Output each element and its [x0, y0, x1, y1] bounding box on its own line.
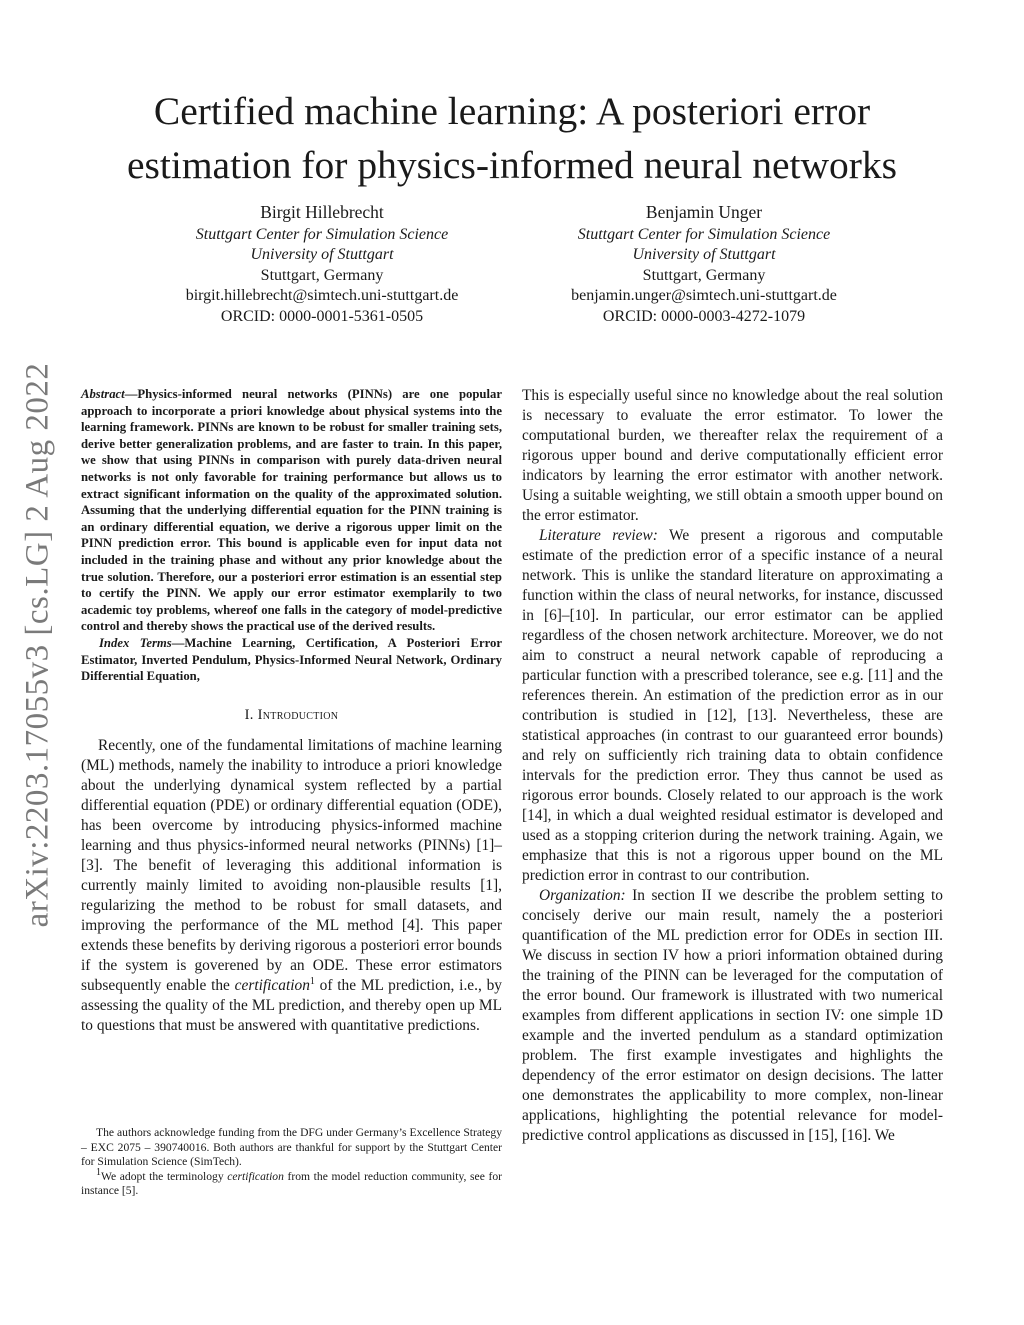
literature-review-paragraph: [522, 526, 943, 886]
author-affiliation: Stuttgart Center for Simulation Science: [577, 225, 831, 243]
author-block-2: [534, 202, 874, 328]
author-name: Benjamin Unger: [645, 202, 763, 222]
author-university: University of Stuttgart: [632, 246, 776, 264]
literature-review-text: We present a rigorous and computable estimate of the prediction error of a specific instance of a neural network. This is unlike the standard literature on approximating a function within the class of neural networks, for instance, discussed in [6]–[10]. In particular, our error estimator can be applied regardless of the chosen network architecture. Moreover, we do not aim to construct a neural network capable of reproducing a particular function with a prescribed tolerance, see e.g. [11] and the references therein. An estimation of the prediction error as in our contribution is studied in [12], [13]. Nevertheless, these are statistical approaches (in contrast to our guaranteed error bounds) and rely on sufficiently rich training data to obtain confidence intervals for the prediction error. They thus cannot be used as rigorous error bounds. Closely related to our approach is the work [14], in which a dual weighted residual estimator is developed and used as a stopping criterion during the network training. Again, we emphasize that this is not a rigorous upper bound on the ML prediction error in contrast to our contribution.: [522, 527, 943, 884]
index-terms-label: Index Terms: [99, 635, 172, 650]
index-terms-text: —Machine Learning, Certification, A Posteriori Error Estimator, Inverted Pendulum, Physics-Informed Neural Network, Ordinary Differential Equation,: [81, 635, 502, 684]
abstract-label: Abstract: [81, 387, 125, 401]
section-title: Introduction: [257, 706, 339, 723]
introduction-paragraph: [81, 736, 502, 1036]
footnote-1-marker: 1: [96, 1166, 101, 1178]
footnotes: [81, 1126, 502, 1199]
arxiv-identifier: arXiv:2203.17055v3 [cs.LG] 2 Aug 2022: [19, 362, 56, 928]
literature-review-label: Literature review:: [539, 527, 658, 544]
paper-title: [60, 84, 964, 192]
right-column: [522, 386, 943, 1146]
abstract: [81, 386, 502, 635]
author-location: Stuttgart, Germany: [642, 266, 766, 284]
index-terms: [81, 635, 502, 685]
funding-footnote: The authors acknowledge funding from the DFG under Germany’s Excellence Strategy – EXC 2075 – 390740016. Both authors are thankful for support by the Stuttgart Center for Simulation Science (SimTech).: [81, 1126, 502, 1169]
title-line-1: Certified machine learning: A posteriori error: [153, 89, 871, 133]
author-email: benjamin.unger@simtech.uni-stuttgart.de: [571, 287, 837, 305]
footnote-1: [81, 1166, 502, 1199]
abstract-text: —Physics-informed neural networks (PINNs) are one popular approach to incorporate a priori knowledge about physical systems into the learning framework. PINNs are known to be robust for smaller training sets, derive better generalization problems, and are faster to train. In this paper, we show that using PINNs in comparison with purely data-driven neural networks is not only favorable for training performance but allows us to extract significant information on the quality of the approximated solution. Assuming that the underlying differential equation for the PINN training is an ordinary differential equation, we derive a rigorous upper limit on the PINN prediction error. This bound is applicable even for input data not included in the training phase and without any prior knowledge about the true solution. Therefore, our a posteriori error estimation is an essential step to certify the PINN. We apply our error estimator exemplarily to two academic toy problems, whereof one falls in the category of model-predictive control and thereby shows the practical use of the derived results.: [81, 387, 502, 634]
organization-label: Organization:: [539, 887, 626, 904]
contribution-paragraph: This is especially useful since no knowledge about the real solution is necessary to evaluate the error estimator. To lower the computational burden, we thereafter relax the requirement of a rigorous upper bound and derive computationally efficient error indicators by learning the error estimator with another network. Using a suitable weighting, we still obtain a smooth upper bound on the error estimator.: [522, 387, 943, 524]
author-orcid: ORCID: 0000-0001-5361-0505: [220, 307, 424, 325]
author-affiliation: Stuttgart Center for Simulation Science: [195, 225, 449, 243]
left-column: [81, 386, 502, 1036]
author-block-1: [152, 202, 492, 328]
author-location: Stuttgart, Germany: [260, 266, 384, 284]
footnote-marker: 1: [309, 975, 315, 987]
author-name: Birgit Hillebrecht: [260, 202, 384, 222]
organization-text: In section II we describe the problem setting to concisely derive our main result, namely the a posteriori quantification of the ML prediction error for ODEs in section III. We discuss in section IV how a priori information obtained during the training of the PINN can be leveraged for the computation of the error bound. Our framework is illustrated with two numerical examples from different applications in section IV: one simple 1D example and the inverted pendulum as a standard optimization problem. The first example investigates and highlights the dependency of the error estimator on design decisions. The latter one demonstrates the applicability to more complex, non-linear applications, highlighting the potential relevance for model-predictive control applications as discussed in [15], [16]. We: [522, 887, 943, 1144]
section-heading-introduction: [81, 707, 502, 724]
author-email: birgit.hillebrecht@simtech.uni-stuttgart.de: [185, 287, 459, 305]
certification-term: certification: [234, 976, 310, 994]
author-orcid: ORCID: 0000-0003-4272-1079: [602, 307, 806, 325]
section-number: I.: [244, 706, 258, 723]
footnote-1-term: certification: [227, 1169, 284, 1183]
footnote-1-text-b: from the model reduction community, see for instance [5].: [81, 1169, 502, 1198]
footnote-1-text-a: We adopt the terminology: [101, 1169, 228, 1183]
author-university: University of Stuttgart: [250, 246, 394, 264]
intro-text-part2: of the ML prediction, i.e., by assessing the quality of the ML prediction, and thereby open up ML to questions that must be answered with quantitative predictions.: [81, 976, 502, 1034]
title-line-2: estimation for physics-informed neural networks: [126, 143, 898, 187]
intro-text-part1: Recently, one of the fundamental limitations of machine learning (ML) methods, namely the inability to introduce a priori knowledge about the underlying dynamical system reflected by a partial differential equation (PDE) or ordinary differential equation (ODE), has been overcome by introducing physics-informed machine learning and thus physics-informed neural networks (PINNs) [1]–[3]. The benefit of leveraging this additional information is currently mainly limited to avoiding non-plausible results [1], regularizing the method to be robust for small datasets, and improving the performance of the ML method [4]. This paper extends these benefits by deriving rigorous a posteriori error bounds if the system is goverened by an ODE. These error estimators subsequently enable the: [81, 736, 502, 994]
organization-paragraph: [522, 886, 943, 1146]
